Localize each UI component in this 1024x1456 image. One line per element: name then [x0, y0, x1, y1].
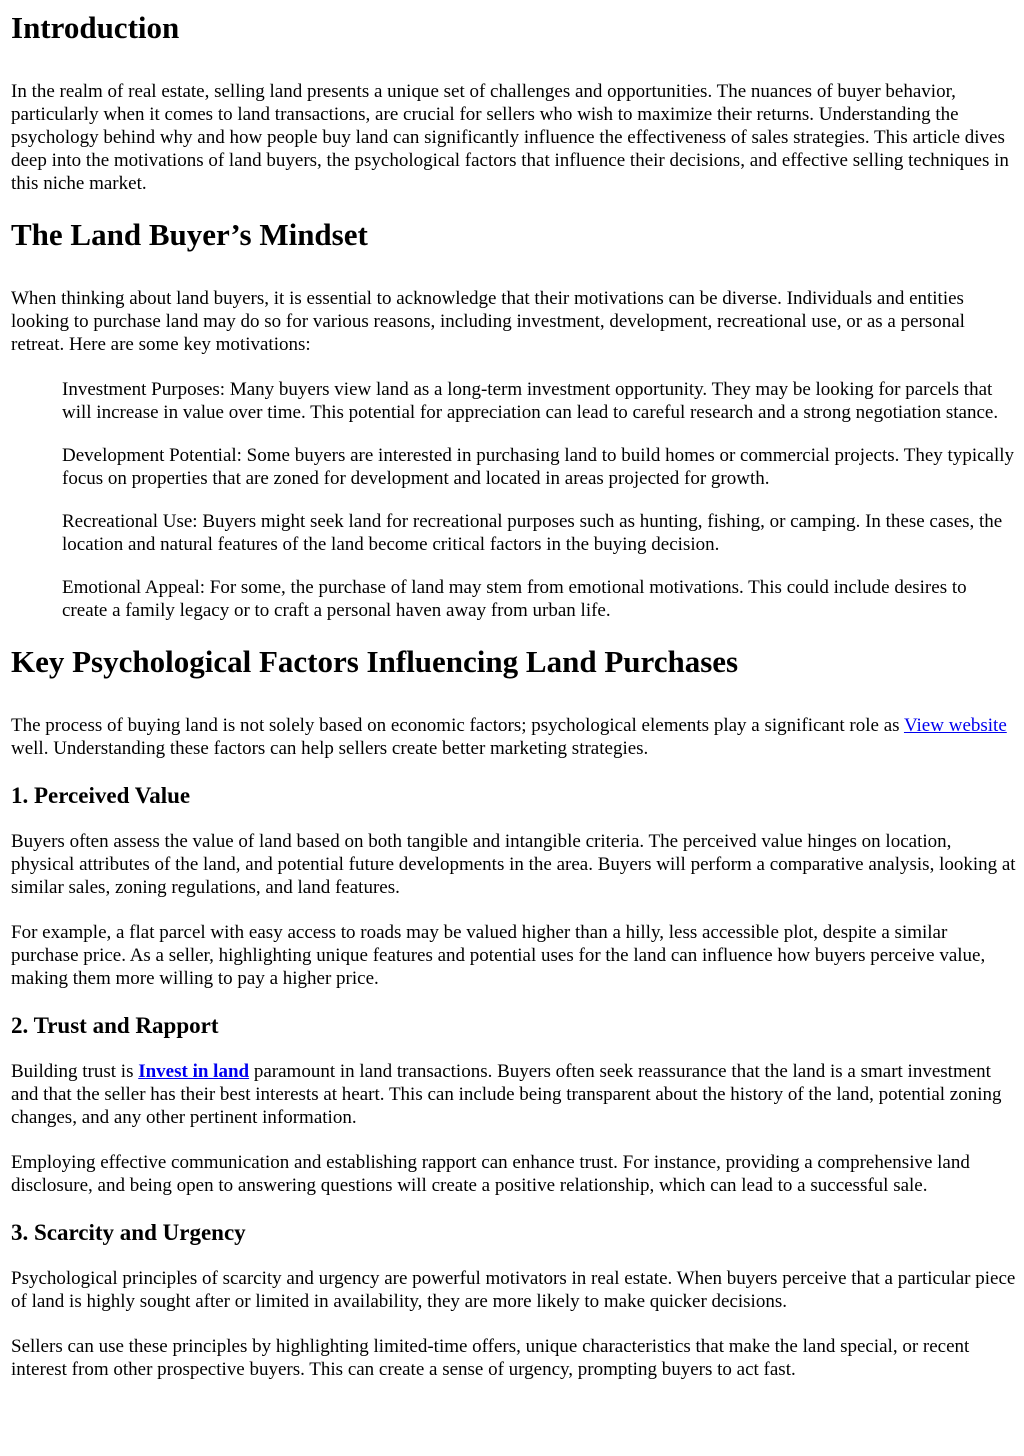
motivations-list [11, 378, 1016, 622]
perceived-value-paragraph-2: For example, a flat parcel with easy access to roads may be valued higher than a hilly, less accessible plot, despite a similar purchase price. As a seller, highlighting unique features and potential uses for the land can influence how buyers perceive value, making them more willing to pay a higher price. [11, 922, 986, 989]
scarcity-urgency-paragraph-1: Psychological principles of scarcity and urgency are powerful motivators in real estate. When buyers perceive that a particular piece of land is highly sought after or limited in availability, they are more likely to make quicker decisions. [11, 1268, 1016, 1312]
list-item: Development Potential: Some buyers are interested in purchasing land to build homes or commercial projects. They typically focus on properties that are zoned for development and located in areas projected for growth. [62, 445, 1015, 489]
list-item: Emotional Appeal: For some, the purchase of land may stem from emotional motivations. This could include desires to create a family legacy or to craft a personal haven away from urban life. [62, 577, 967, 621]
introduction-paragraph: In the realm of real estate, selling land presents a unique set of challenges and opportunities. The nuances of buyer behavior, particularly when it comes to land transactions, are crucial for sellers who wish to maximize their returns. Understanding the psychology behind why and how people buy land can significantly influence the effectiveness of sales strategies. This article dives deep into the motivations of land buyers, the psychological factors that influence their decisions, and effective selling techniques in this niche market. [11, 81, 1009, 194]
perceived-value-heading: 1. Perceived Value [11, 783, 191, 808]
scarcity-urgency-heading: 3. Scarcity and Urgency [11, 1220, 246, 1245]
paragraph-text: paramount in land transactions. Buyers often seek reassurance that the land is a smart investment and that the seller has their best interests at heart. This can include being transparent about the history of the land, potential zoning changes, and any other pertinent information. [11, 1061, 1002, 1128]
land-buyer-mindset-paragraph: When thinking about land buyers, it is essential to acknowledge that their motivations can be diverse. Individuals and entities looking to purchase land may do so for various reasons, including investment, development, recreational use, or as a personal retreat. Here are some key motivations: [11, 288, 965, 355]
land-buyer-mindset-heading: The Land Buyer’s Mindset [11, 217, 368, 252]
psychological-factors-heading: Key Psychological Factors Influencing Land Purchases [11, 644, 739, 679]
trust-rapport-paragraph-1 [11, 1060, 1016, 1129]
psychological-factors-paragraph [11, 714, 1016, 760]
introduction-heading: Introduction [11, 10, 180, 45]
paragraph-text: well. Understanding these factors can help sellers create better marketing strategies. [11, 738, 649, 759]
paragraph-text: The process of buying land is not solely based on economic factors; psychological elements play a significant role as [11, 715, 904, 736]
trust-rapport-paragraph-2: Employing effective communication and establishing rapport can enhance trust. For instance, providing a comprehensive land disclosure, and being open to answering questions will create a positive relationship, which can lead to a successful sale. [11, 1152, 970, 1196]
list-item: Investment Purposes: Many buyers view land as a long-term investment opportunity. They may be looking for parcels that will increase in value over time. This potential for appreciation can lead to careful research and a strong negotiation stance. [62, 379, 999, 423]
trust-rapport-heading: 2. Trust and Rapport [11, 1013, 219, 1038]
invest-in-land-link[interactable]: Invest in land [138, 1061, 250, 1082]
scarcity-urgency-paragraph-2: Sellers can use these principles by highlighting limited-time offers, unique characteristics that make the land special, or recent interest from other prospective buyers. This can create a sense of urgency, prompting buyers to act fast. [11, 1336, 970, 1380]
article [0, 10, 1024, 1381]
list-item: Recreational Use: Buyers might seek land for recreational purposes such as hunting, fishing, or camping. In these cases, the location and natural features of the land become critical factors in the buying decision. [62, 511, 1003, 555]
paragraph-text: Building trust is [11, 1061, 139, 1082]
view-website-link[interactable]: View website [903, 715, 1007, 736]
perceived-value-paragraph-1: Buyers often assess the value of land based on both tangible and intangible criteria. The perceived value hinges on location, physical attributes of the land, and potential future developments in the area. Buyers will perform a comparative analysis, looking at similar sales, zoning regulations, and land features. [11, 831, 1016, 898]
